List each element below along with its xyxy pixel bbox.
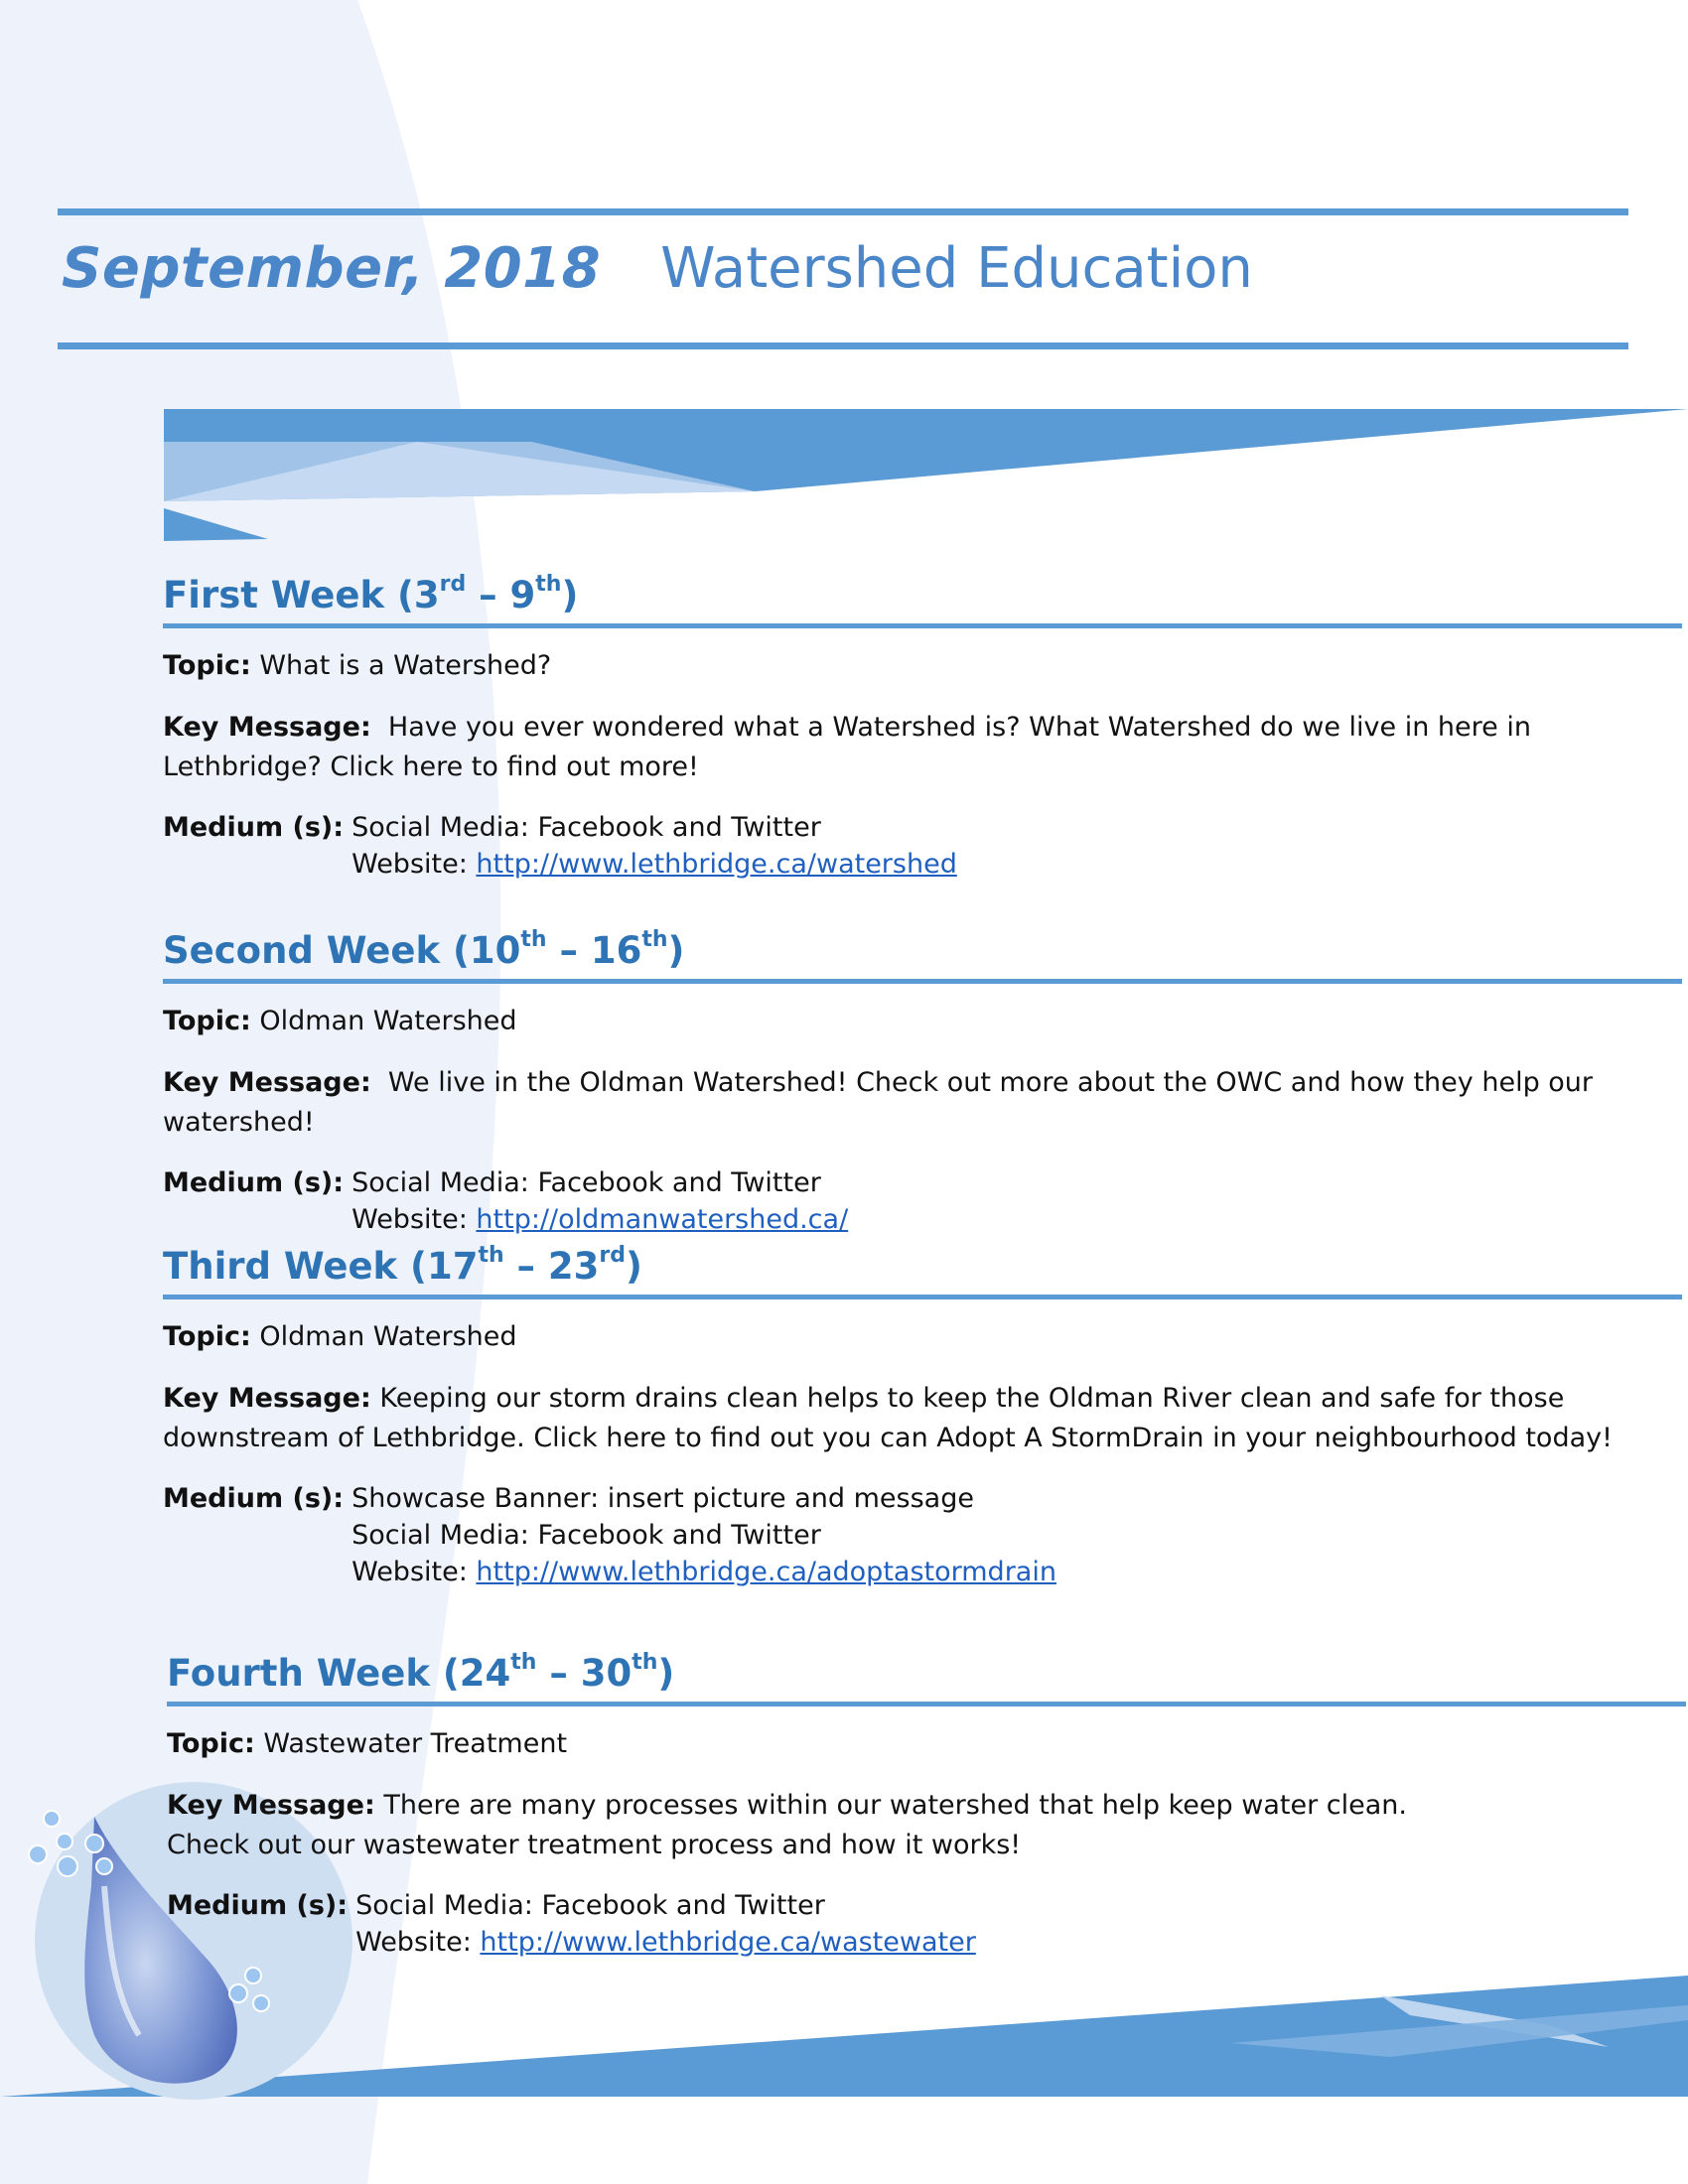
week-section-1 — [163, 572, 1682, 883]
key-message-row: Key Message: There are many processes within our watershed that help keep water clean. Check out our wastewater treatment process and how it works! — [167, 1790, 1407, 1860]
key-message-row: Key Message: Keeping our storm drains clean helps to keep the Oldman River clean and safe for those downstream of Lethbridge. Click here to find out you can Adopt A StormDrain in your neighbourhood today! — [163, 1383, 1613, 1453]
week-section-3 — [163, 1243, 1682, 1590]
website-link[interactable]: http://oldmanwatershed.ca/ — [476, 1204, 849, 1235]
title-date: September, 2018 — [62, 236, 602, 301]
website-link[interactable]: http://www.lethbridge.ca/adoptastormdrain — [476, 1557, 1056, 1587]
week-heading: Second Week (10th – 16th) — [163, 926, 685, 972]
key-message-row: Key Message: We live in the Oldman Watershed! Check out more about the OWC and how they help our watershed! — [163, 1067, 1594, 1138]
website-link[interactable]: http://www.lethbridge.ca/wastewater — [480, 1927, 976, 1958]
topic-row: Topic: Oldman Watershed — [163, 1006, 517, 1036]
medium-row: Medium (s): Social Media: Facebook and Twitter Website: http://www.lethbridge.ca/wastewater — [167, 1890, 976, 1958]
topic-row: Topic: What is a Watershed? — [163, 650, 552, 681]
medium-row: Medium (s): Showcase Banner: insert picture and message Social Media: Facebook and Twitter Website: http://www.lethbridge.ca/adoptastormdrain — [163, 1483, 1056, 1587]
website-link[interactable]: http://www.lethbridge.ca/watershed — [476, 849, 957, 880]
key-message-row: Key Message: Have you ever wondered what a Watershed is? What Watershed do we live in here in Lethbridge? Click here to find out more! — [163, 712, 1531, 782]
week-section-2 — [163, 927, 1682, 1238]
title-name: Watershed Education — [660, 236, 1253, 301]
topic-row: Topic: Wastewater Treatment — [167, 1728, 568, 1759]
week-divider — [167, 1702, 1686, 1706]
week-divider — [163, 1295, 1682, 1299]
week-heading: First Week (3rd – 9th) — [163, 571, 579, 616]
medium-row: Medium (s): Social Media: Facebook and Twitter Website: http://oldmanwatershed.ca/ — [163, 1167, 849, 1235]
week-divider — [163, 623, 1682, 628]
week-heading: Third Week (17th – 23rd) — [163, 1242, 642, 1288]
medium-row: Medium (s): Social Media: Facebook and Twitter Website: http://www.lethbridge.ca/watershed — [163, 812, 957, 880]
header-bottom-rule — [58, 342, 1628, 349]
header-top-rule — [58, 208, 1628, 215]
week-divider — [163, 979, 1682, 984]
topic-row: Topic: Oldman Watershed — [163, 1321, 517, 1352]
week-section-4 — [167, 1650, 1686, 1961]
page-title — [62, 236, 1253, 316]
week-heading: Fourth Week (24th – 30th) — [167, 1649, 675, 1695]
